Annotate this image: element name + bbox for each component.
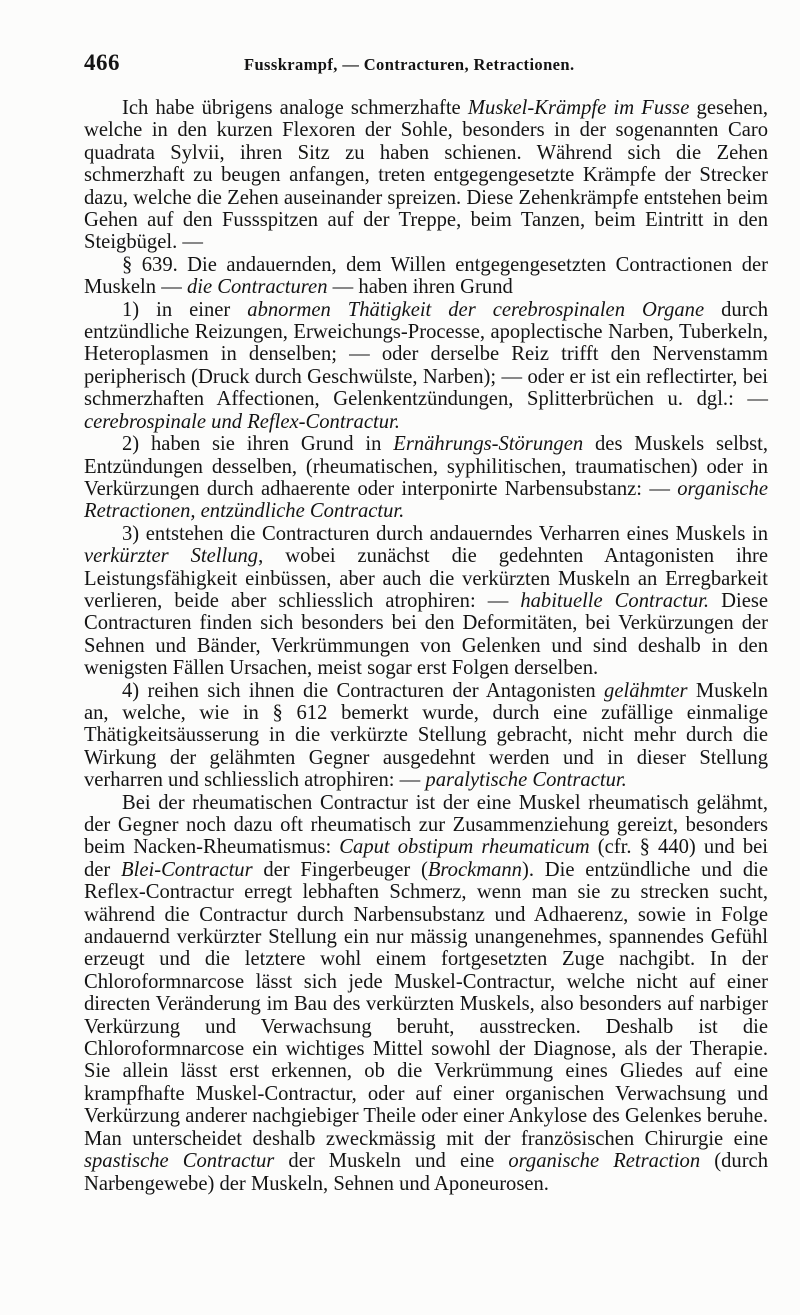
italic-run: cerebrospinale und Reflex-Contractur. bbox=[84, 410, 400, 433]
italic-run: Ernährungs-Störungen bbox=[393, 433, 584, 456]
running-head: Fusskrampf, — Contracturen, Retractionen. bbox=[244, 55, 575, 74]
text-run: , wobei zunächst die gedehnten Antagonisten ihre Leistungsfähigkeit einbüssen, aber auch die verkürzten Muskeln an Erregbarkeit verlieren, beide aber schliesslich atrophiren: — bbox=[84, 545, 768, 612]
italic-run: habituelle Contractur. bbox=[520, 589, 710, 612]
text-run: Diese Contracturen finden sich besonders bei den Deformitäten, bei Verkürzungen der Sehnen und Bänder, Verkrümmungen von Gelenken und sind deshalb in den wenigsten Fällen Ursachen, meist sogar erst Folgen derselben. bbox=[84, 589, 768, 680]
italic-run: Caput obstipum rheumaticum bbox=[339, 836, 590, 859]
text-run: Bei der rheumatischen Contractur ist der eine Muskel rheumatisch gelähmt, der Gegner noch dazu oft rheumatisch zur Zusammenziehung gereizt, besonders beim Nacken-Rheumatismus: bbox=[84, 791, 768, 859]
paragraph-cause-1 bbox=[84, 299, 768, 433]
text-run: Muskeln an, welche, wie in § 612 bemerkt wurde, durch eine zufällige einmalige Thätigkeitsäusserung in die verkürzte Stellung gebracht, nicht mehr durch die Wirkung der gelähmten Gegner ausgedehnt werden und in dieser Stellung verharren und schliesslich atrophiren: — bbox=[84, 679, 768, 792]
paragraph-cause-3 bbox=[84, 523, 768, 680]
text-run: § 639. Die andauernden, dem Willen entgegengesetzten Contractionen der Muskeln — bbox=[84, 253, 768, 299]
text-run: der Muskeln und eine bbox=[274, 1150, 509, 1173]
paragraph-rheumatic-contractur bbox=[84, 792, 768, 1195]
italic-run: abnormen Thätigkeit der cerebrospinalen Organe bbox=[247, 298, 705, 321]
italic-run: Brockmann bbox=[427, 858, 522, 881]
italic-run: Muskel-Krämpfe im Fusse bbox=[467, 97, 690, 119]
italic-run: die Contracturen bbox=[186, 276, 328, 299]
paragraph-section-639 bbox=[84, 254, 768, 299]
text-run: 1) in einer bbox=[122, 298, 248, 321]
page-number: 466 bbox=[84, 50, 120, 75]
text-run: (durch Narbengewebe) der Muskeln, Sehnen und Aponeurosen. bbox=[84, 1150, 768, 1195]
text-run: gesehen, welche in den kurzen Flexoren der Sohle, besonders in der sogenannten Caro quadrata Sylvii, ihren Sitz zu haben schienen. Während sich die Zehen schmerzhaft zu beugen anfangen, treten entgegengesetzte Krämpfe der Strecker dazu, welche die Zehen auseinander spreizen. Diese Zehenkrämpfe entstehen beim Gehen auf den Fussspitzen auf der Treppe, beim Tanzen, beim Eintritt in den Steigbügel. — bbox=[84, 97, 769, 254]
text-run: 3) entstehen die Contracturen durch andauerndes Verharren eines Muskels in bbox=[122, 522, 768, 545]
text-run: ). Die entzündliche und die Reflex-Contractur erregt lebhaften Schmerz, wenn man sie zu strecken sucht, während die Contractur durch Narbensubstanz und Adhaerenz, sowie in Folge andauernd verkürzter Stellung ein nur mässig unangenehmes, spannendes Gefühl erzeugt und die letztere wohl einem fortgesetzten Zuge nachgibt. In der Chloroformnarcose lässt sich jede Muskel-Contractur, welche nicht auf einer directen Veränderung im Bau des verkürzten Muskels, also besonders auf narbiger Verkürzung und Verwachsung beruht, ausstrecken. Deshalb ist die Chloroformnarcose ein wichtiges Mittel sowohl der Diagnose, als der Therapie. Sie allein lässt erst erkennen, ob die Verkrümmung eines Gliedes auf eine krampfhafte Muskel-Contractur, oder auf einer organischen Verwachsung und Verkürzung anderer nachgiebiger Theile oder einer Ankylose des Gelenkes beruhe. Man unterscheidet deshalb zweckmässig mit der französischen Chirurgie eine bbox=[84, 858, 768, 1150]
text-run: 2) haben sie ihren Grund in bbox=[122, 433, 394, 456]
italic-run: organische Retractionen, entzündliche Contractur. bbox=[84, 477, 768, 523]
text-run: durch entzündliche Reizungen, Erweichungs-Processe, apoplectische Narben, Tuberkeln, Heteroplasmen in denselben; — oder derselbe Reiz trifft den Nervenstamm peripherisch (Druck durch Geschwülste, Narben); — oder er ist ein reflectirter, bei schmerzhaften Affectionen, Gelenkentzündungen, Splitterbrüchen u. dgl.: — bbox=[84, 298, 768, 411]
italic-run: Blei-Contractur bbox=[121, 858, 253, 881]
paragraph-cause-2 bbox=[84, 433, 768, 523]
text-run: — haben ihren Grund bbox=[327, 276, 513, 299]
text-run: (cfr. § 440) und bei der bbox=[84, 836, 768, 881]
italic-run: spastische Contractur bbox=[84, 1150, 275, 1173]
page-header bbox=[84, 50, 774, 86]
text-run: des Muskels selbst, Entzündungen desselben, (rheumatischen, syphilitischen, traumatischen) oder in Verkürzungen durch adhaerente oder interponirte Narbensubstanz: — bbox=[84, 433, 769, 500]
italic-run: organische Retraction bbox=[508, 1150, 701, 1173]
text-run: Ich habe übrigens analoge schmerzhafte bbox=[122, 97, 468, 119]
italic-run: paralytische Contractur. bbox=[425, 769, 627, 792]
paragraph-muskel-kraempfe bbox=[84, 97, 768, 254]
text-run: der Fingerbeuger ( bbox=[252, 858, 428, 881]
text-run: 4) reihen sich ihnen die Contracturen der Antagonisten bbox=[122, 679, 605, 702]
paragraph-cause-4 bbox=[84, 680, 768, 792]
italic-run: verkürzter Stellung bbox=[84, 545, 259, 568]
body-text bbox=[84, 97, 768, 1195]
italic-run: gelähmter bbox=[604, 679, 688, 702]
